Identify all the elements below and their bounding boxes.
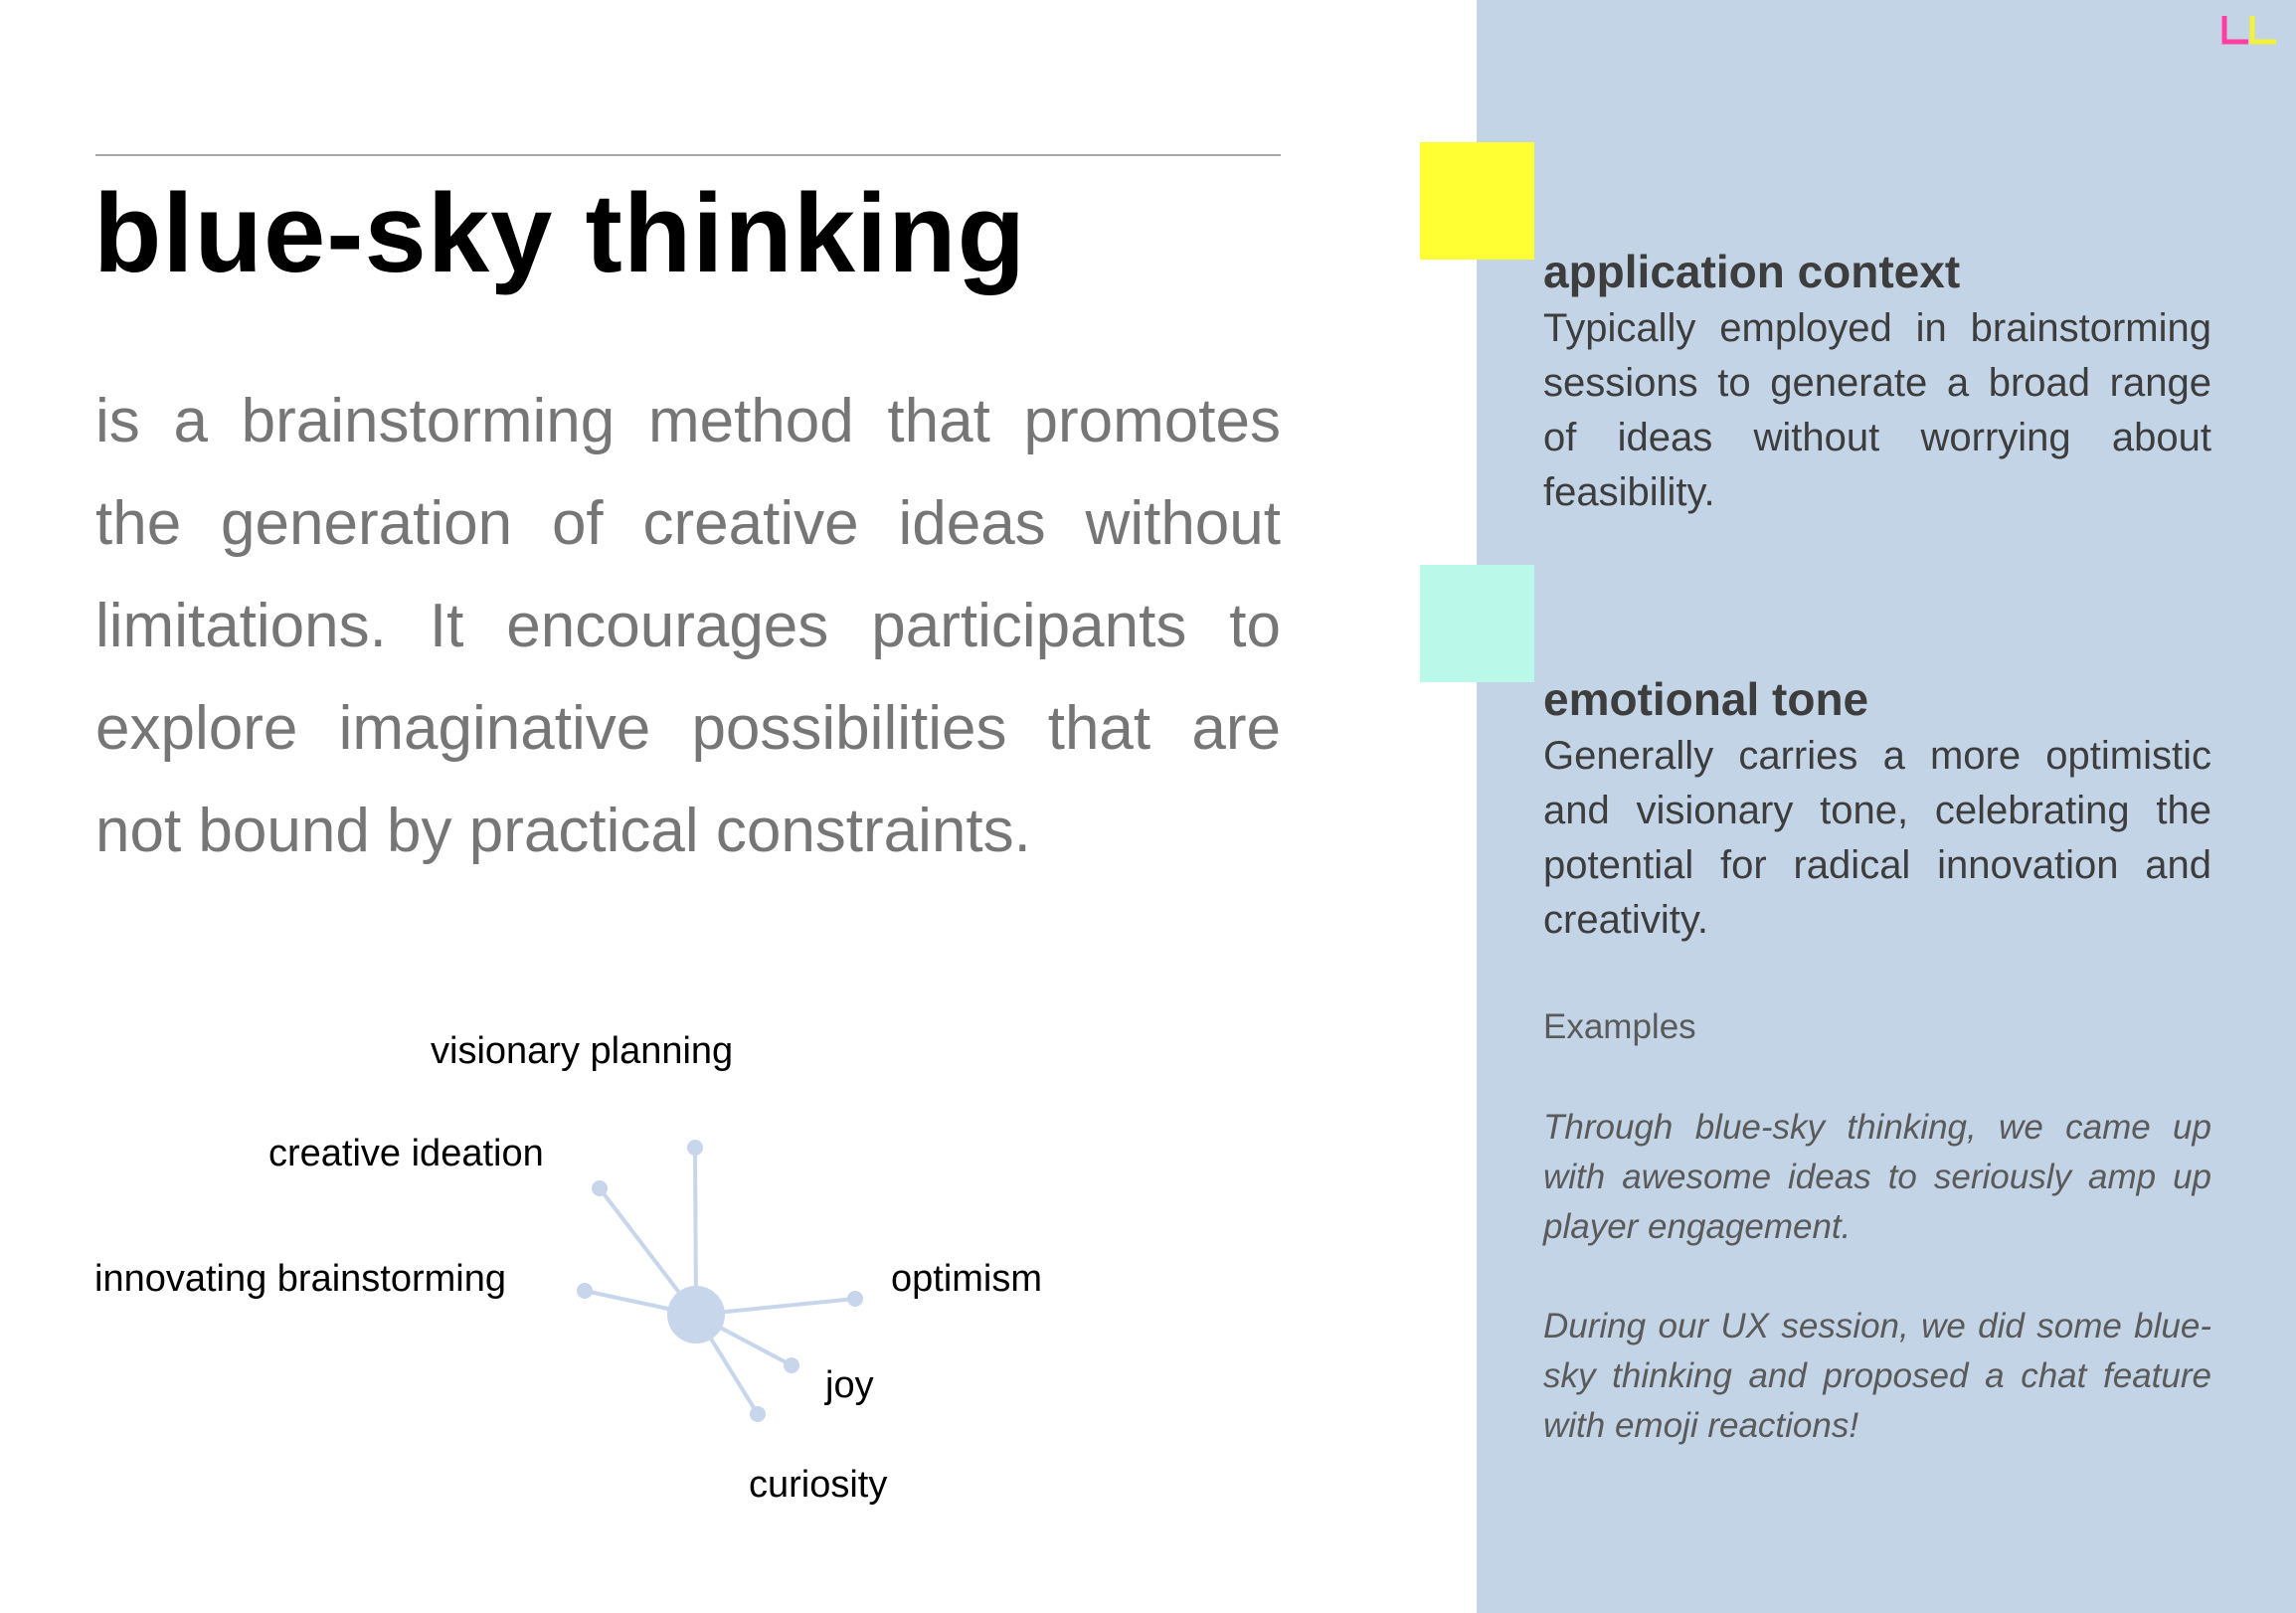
accent-square-mint — [1420, 565, 1534, 682]
emotional-tone-body: Generally carries a more optimistic and visionary tone, celebrating the potential for radical innovation and creativity. — [1543, 734, 2211, 942]
examples-label: Examples — [1543, 1007, 1696, 1046]
node-joy — [784, 1357, 799, 1373]
label-joy: joy — [825, 1364, 874, 1406]
label-optimism: optimism — [891, 1258, 1043, 1300]
page-title: blue-sky thinking — [93, 171, 1026, 295]
example-sentence: During our UX session, we did some blue-sky thinking and proposed a chat feature with emoji reactions! — [1543, 1307, 2211, 1445]
node-creative-ideation — [592, 1180, 608, 1196]
node-visionary-planning — [687, 1140, 703, 1156]
emotional-tone-section — [1543, 669, 2211, 948]
node-optimism — [847, 1291, 863, 1307]
label-creative-ideation: creative ideation — [268, 1133, 544, 1174]
term-definition: is a brainstorming method that promotes the generation of creative ideas without limitations. It encourages participants to explore imaginative possibilities that are not bound by practical constraints. — [95, 387, 1281, 865]
ll-logo-icon — [2220, 14, 2280, 46]
application-context-body: Typically employed in brainstorming sessions to generate a broad range of ideas without worrying about feasibility. — [1543, 306, 2211, 514]
label-innovating-brainstorming: innovating brainstorming — [94, 1258, 507, 1300]
label-visionary-planning: visionary planning — [431, 1030, 734, 1072]
label-curiosity: curiosity — [749, 1464, 888, 1506]
center-node — [667, 1286, 725, 1344]
emotional-tone-heading: emotional tone — [1543, 673, 1869, 725]
node-innovating-brainstorming — [577, 1283, 593, 1299]
accent-square-yellow — [1420, 142, 1534, 260]
application-context-heading: application context — [1543, 246, 1961, 297]
node-curiosity — [750, 1406, 766, 1422]
example-sentence: Through blue-sky thinking, we came up with awesome ideas to seriously amp up player engagement. — [1543, 1108, 2211, 1246]
application-context-section — [1543, 242, 2211, 520]
